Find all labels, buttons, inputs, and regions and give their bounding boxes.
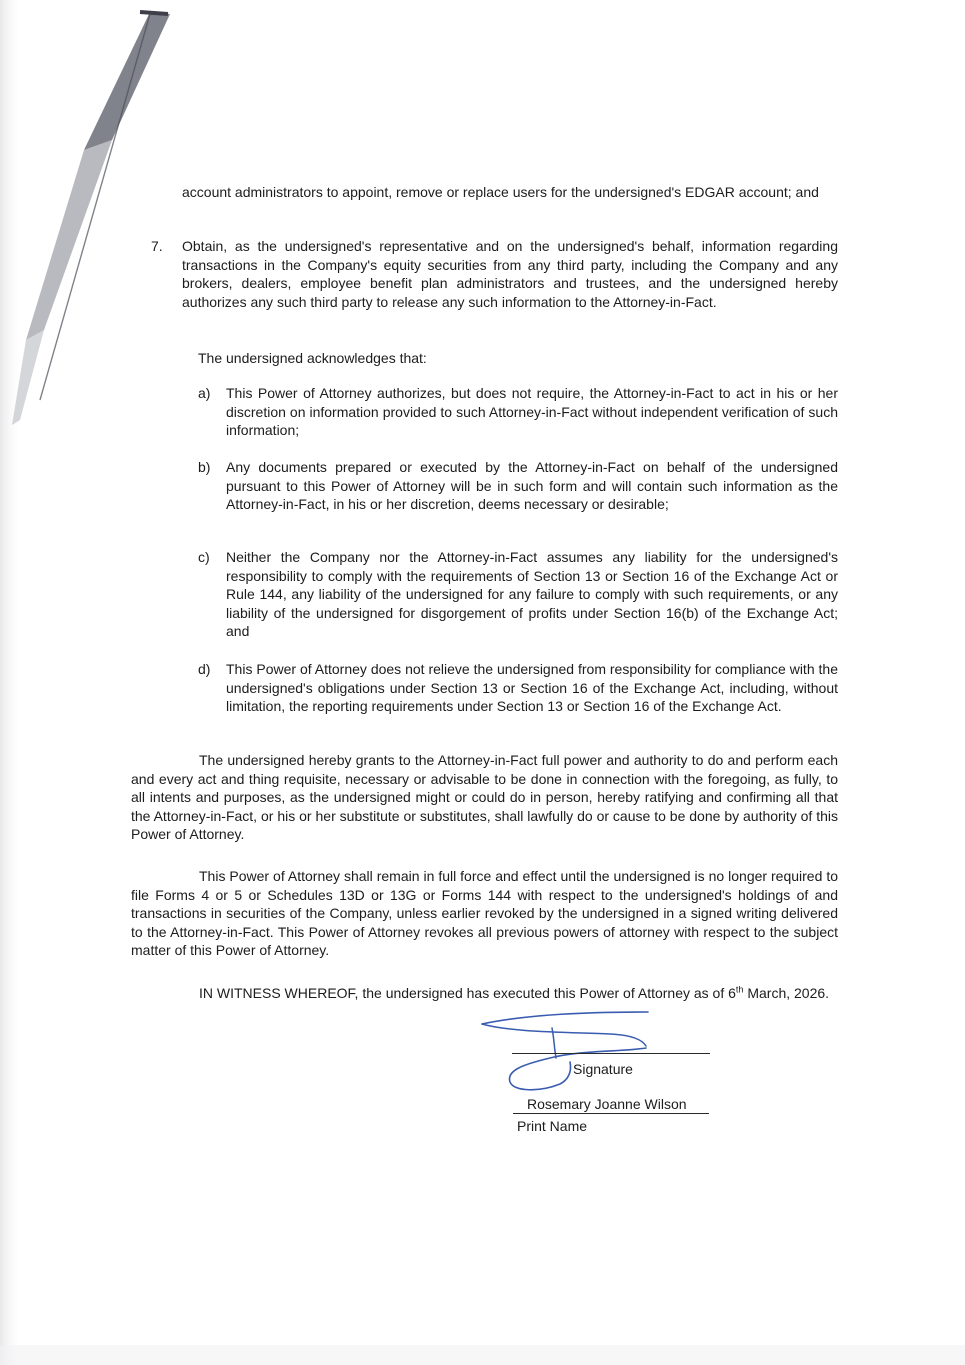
print-name-label: Print Name	[517, 1118, 588, 1134]
witness-date: March, 2026.	[743, 985, 830, 1001]
duration-paragraph: This Power of Attorney shall remain in full force and effect until the undersigned is no longer required to file Forms 4 or 5 or Schedules 13D or 13G or Forms 144 with respect to the undersigned's holdings of and transactions in securities of the Company, unless earlier revoked by the undersigned in a signed writing delivered to the Attorney-in-Fact. This Power of Attorney revokes all previous powers of attorney with respect to the subject matter of this Power of Attorney.	[131, 868, 838, 958]
staple-mark	[0, 0, 200, 460]
acknowledgement-letter: a)	[198, 385, 211, 401]
item-7	[151, 237, 838, 311]
signature-line	[512, 1053, 710, 1054]
witness-day-suffix: th	[735, 984, 744, 995]
witness-lead: IN WITNESS WHEREOF, the undersigned has executed this Power of Attorney as of 6	[199, 985, 736, 1001]
acknowledgement-text: Neither the Company nor the Attorney-in-Fact assumes any liability for the undersigned's responsibility to comply with the requirements of Section 13 or Section 16 of the Exchange Act or Rule 144, any liability of the undersigned for any failure to comply with such requirements, or any liability of the undersigned for disgorgement of profits under Section 16(b) of the Exchange Act; and	[226, 549, 838, 639]
grant-of-authority-paragraph: The undersigned hereby grants to the Attorney-in-Fact full power and authority to do and perform each and every act and thing requisite, necessary or advisable to be done in connection with the foregoing, as fully, to all intents and purposes, as the undersigned might or could do in person, hereby ratifying and confirming all that the Attorney-in-Fact, or his or her substitute or substitutes, shall lawfully do or cause to be done by authority of this Power of Attorney.	[131, 752, 838, 842]
acknowledges-intro: The undersigned acknowledges that:	[198, 350, 427, 366]
acknowledgement-text: Any documents prepared or executed by the Attorney-in-Fact on behalf of the undersigned pursuant to this Power of Attorney will be in such form and will contain such information as the Attorney-in-Fact, in his or her discretion, deems necessary or desirable;	[226, 459, 838, 512]
item-7-number: 7.	[151, 238, 163, 254]
printed-name: Rosemary Joanne Wilson	[513, 1096, 709, 1114]
acknowledgement-letter: c)	[198, 549, 210, 565]
acknowledgement-item	[198, 660, 838, 716]
acknowledgement-letter: b)	[198, 459, 211, 475]
acknowledgement-text: This Power of Attorney authorizes, but does not require, the Attorney-in-Fact to act in his or her discretion on information provided to such Attorney-in-Fact without independent verification of such information;	[226, 385, 838, 438]
acknowledgement-item	[198, 548, 838, 641]
acknowledgement-item	[198, 458, 838, 514]
item-7-text: Obtain, as the undersigned's representative and on the undersigned's behalf, information regarding transactions in the Company's equity securities from any third party, including the Company and any brokers, dealers, employee benefit plan administrators and trustees, and the undersigned hereby authorizes any such third party to release any such information to the Attorney-in-Fact.	[182, 238, 838, 310]
acknowledgement-text: This Power of Attorney does not relieve the undersigned from responsibility for compliance with the undersigned's obligations under Section 13 or Section 16 of the Exchange Act, including, without limitation, the reporting requirements under Section 13 or Section 16 of the Exchange Act.	[226, 661, 838, 714]
acknowledgement-letter: d)	[198, 661, 211, 677]
edgar-continuation-text: account administrators to appoint, remove or replace users for the undersigned's EDGAR account; and	[182, 184, 819, 200]
witness-paragraph	[131, 984, 838, 1003]
acknowledgement-item	[198, 384, 838, 440]
signature-label: Signature	[573, 1061, 633, 1077]
